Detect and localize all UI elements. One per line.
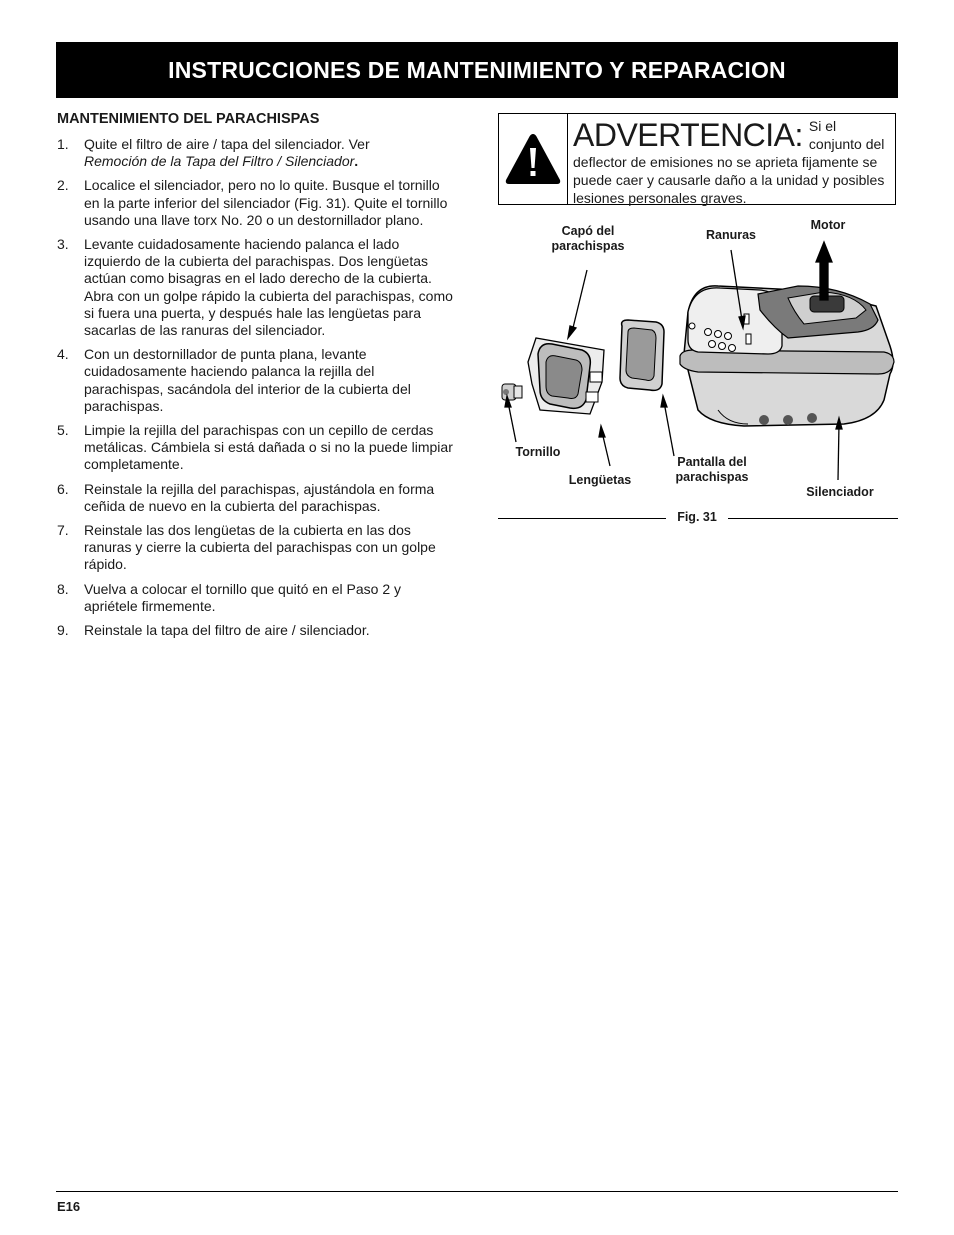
warning-text-cell bbox=[568, 114, 895, 204]
step-number: 2. bbox=[57, 177, 69, 194]
warning-triangle-icon bbox=[504, 132, 562, 186]
section-title: MANTENIMIENTO DEL PARACHISPAS bbox=[57, 111, 320, 127]
step-number: 5. bbox=[57, 422, 69, 439]
muffler-illustration bbox=[680, 286, 894, 426]
step-reference-period: . bbox=[354, 153, 359, 170]
warning-box bbox=[498, 113, 896, 205]
step-text: Con un destornillador de punta plana, levante cuidadosamente haciendo palanca la rejilla del parachispas, sacándola del interior de la cubierta del parachispas. bbox=[84, 346, 411, 414]
step-text: Levante cuidadosamente haciendo palanca el lado izquierdo de la cubierta del parachispas. Dos lengüetas actúan como bisagras en el lado derecho de la cubierta. Abra con un golpe rápido la cubierta del parachispas, como si fuera una puerta, y después hale las lengüetas para sacarlas de las ranuras del silenciador. bbox=[84, 236, 453, 339]
label-lenguetas: Lengüetas bbox=[568, 473, 632, 487]
step-number: 4. bbox=[57, 346, 69, 363]
caption-rule-right bbox=[728, 518, 898, 519]
steps-list bbox=[57, 136, 457, 639]
arrestor-screen-illustration bbox=[620, 320, 664, 390]
step-number: 1. bbox=[57, 136, 69, 152]
step-text: Quite el filtro de aire / tapa del silenciador. Ver bbox=[84, 136, 370, 152]
page-header-bar bbox=[56, 42, 898, 98]
caption-rule-left bbox=[498, 518, 666, 519]
step-text: Vuelva a colocar el tornillo que quitó en el Paso 2 y apriétele firmemente. bbox=[84, 580, 402, 614]
maintenance-section bbox=[57, 111, 457, 646]
step-number: 7. bbox=[57, 522, 69, 539]
step-number: 6. bbox=[57, 480, 69, 497]
step-number: 8. bbox=[57, 580, 69, 597]
figure-caption: Fig. 31 bbox=[677, 510, 717, 524]
step-text: Reinstale la rejilla del parachispas, ajustándola en forma ceñida de nuevo en la cubierta del parachispas. bbox=[84, 480, 435, 514]
step-item bbox=[57, 622, 457, 639]
step-item bbox=[57, 522, 457, 574]
step-text: Reinstale la tapa del filtro de aire / silenciador. bbox=[84, 622, 370, 639]
step-reference: Remoción de la Tapa del Filtro / Silenciador bbox=[84, 153, 355, 170]
step-text: Reinstale las dos lengüetas de la cubierta en las dos ranuras y cierre la cubierta del parachispas con un golpe rápido. bbox=[84, 522, 436, 573]
arrestor-cap-illustration bbox=[528, 338, 604, 414]
step-item bbox=[57, 136, 457, 170]
warning-body: Si el conjunto del deflector de emisiones no se aprieta fijamente se puede caer y causarle daño a la unidad y posibles lesiones personales graves. bbox=[573, 118, 885, 206]
label-ranuras: Ranuras bbox=[705, 228, 757, 242]
step-item bbox=[57, 177, 457, 229]
figure-caption-row bbox=[498, 510, 898, 526]
step-text: Limpie la rejilla del parachispas con un cepillo de cerdas metálicas. Cámbiela si está dañada o si no la puede limpiar completamente. bbox=[84, 422, 453, 473]
warning-title: ADVERTENCIA: bbox=[573, 117, 803, 153]
footer-rule bbox=[56, 1191, 898, 1192]
step-item bbox=[57, 346, 457, 415]
page-header-title: INSTRUCCIONES DE MANTENIMIENTO Y REPARACION bbox=[168, 56, 786, 83]
figure-spark-arrestor bbox=[498, 214, 898, 526]
step-number: 9. bbox=[57, 622, 69, 639]
label-motor: Motor bbox=[810, 218, 846, 232]
step-item bbox=[57, 481, 457, 515]
step-text: Localice el silenciador, pero no lo quite. Busque el tornillo en la parte inferior del silenciador (Fig. 31). Quite el tornillo usando una llave torx No. 20 o un destornillador plano. bbox=[84, 177, 448, 228]
warning-icon-cell bbox=[499, 114, 568, 204]
step-item bbox=[57, 581, 457, 615]
label-silenciador: Silenciador bbox=[806, 485, 874, 499]
label-pantalla: Pantalla del parachispas bbox=[675, 455, 749, 484]
step-item bbox=[57, 422, 457, 474]
screw-illustration bbox=[502, 384, 522, 400]
label-capo: Capó del parachispas bbox=[551, 224, 625, 253]
page-number: E16 bbox=[57, 1199, 81, 1214]
label-tornillo: Tornillo bbox=[515, 445, 561, 459]
step-item bbox=[57, 236, 457, 339]
step-number: 3. bbox=[57, 236, 69, 253]
